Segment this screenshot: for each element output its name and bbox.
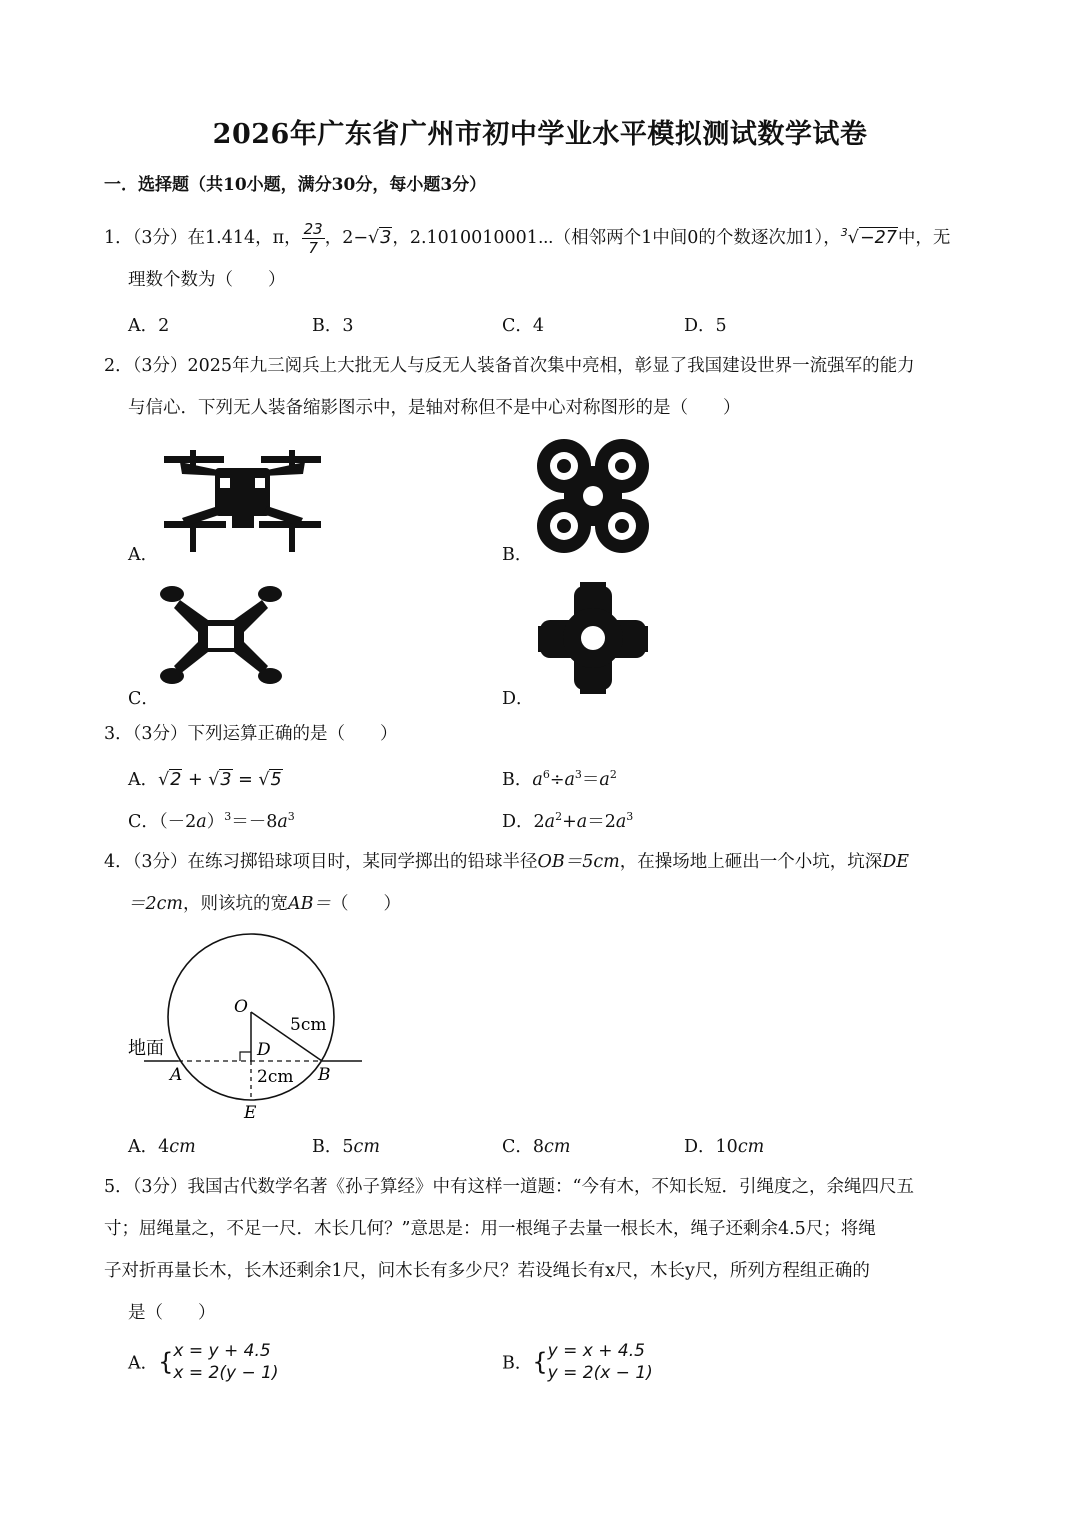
question-score: （3分） [132,356,188,376]
label-a: A [170,1065,183,1085]
q2-option-c-label[interactable]: C． [128,689,159,709]
question-score: （3分） [132,1177,188,1197]
label-5cm: 5cm [290,1015,327,1035]
question-1-line2: 理数个数为（ ） [128,270,286,290]
fraction: $\frac{23}{7}$ [303,220,323,257]
question-score: （3分） [132,228,188,248]
question-2: 2．（3分）2025年九三阅兵上大批无人与反无人装备首次集中亮相，彰显了我国建设世界一流强军的能力 [104,356,915,376]
question-2-line2: 与信心．下列无人装备缩影图示中，是轴对称但不是中心对称图形的是（ ） [128,398,741,418]
question-1: 1．（3分）在1.414，π， $\frac{23}{7}$ ，2−√3，2.1010010001⋯（相邻两个1中间0的个数逐次加1），$^3$√−27中，无 [104,220,951,257]
question-5-line3: 子对折再量长木，长木还剩余1尺，问木长有多少尺？若设绳长有x尺，木长y尺，所列方程组正确的 [104,1261,870,1281]
q3-option-b[interactable]: B．$a^6\div a^3=a^2$ [502,768,617,790]
section-heading: 一．选择题（共10小题，满分30分，每小题3分） [104,175,487,195]
q4-option-a[interactable]: A．4cm [128,1137,196,1157]
question-5-line4: 是（ ） [128,1303,216,1323]
q3-option-d[interactable]: D．$2a^2+a=2a^3$ [502,810,634,832]
q4-option-d[interactable]: D．10cm [684,1137,765,1157]
q1-option-d[interactable]: D．5 [684,316,727,336]
question-number: 5． [104,1177,133,1197]
question-number: 2． [104,356,133,376]
question-score: （3分） [132,724,188,744]
label-ground: 地面 [128,1038,164,1059]
question-number: 3． [104,724,133,744]
q1-option-c[interactable]: C．4 [502,316,545,336]
drone-a-image[interactable] [160,448,325,556]
shot-put-diagram [126,922,368,1124]
question-number: 1． [104,228,133,248]
question-5-line2: 寸；屈绳量之，不足一尺．木长几何？”意思是：用一根绳子去量一根长木，绳子还剩余4.5尺；将绳 [104,1219,876,1239]
q2-option-a-label[interactable]: A． [128,545,159,565]
page-title: 2026年广东省广州市初中学业水平模拟测试数学试卷 [212,119,868,150]
q3-option-a[interactable]: A．√2 + √3 = √5 [128,770,282,790]
q3-option-c[interactable]: C．$(-2a)^3=-8a^3$ [128,810,295,832]
q4-option-b[interactable]: B．5cm [312,1137,380,1157]
right-angle-mark [240,1052,251,1061]
question-number: 4． [104,852,133,872]
drone-c-image[interactable] [160,580,282,690]
question-4-line2: ＝2cm，则该坑的宽AB＝（ ） [128,894,402,914]
q2-option-d-label[interactable]: D． [502,689,534,709]
label-e: E [244,1103,257,1123]
q4-option-c[interactable]: C．8cm [502,1137,571,1157]
square-root: √3 [368,228,392,248]
question-4: 4．（3分）在练习掷铅球项目时，某同学掷出的铅球半径OB＝5cm，在操场地上砸出一个小坑，坑深DE [104,852,910,872]
q2-option-b-label[interactable]: B． [502,545,533,565]
q1-option-a[interactable]: A．2 [128,316,170,336]
question-3: 3．（3分）下列运算正确的是（ ） [104,724,398,744]
label-d: D [257,1040,271,1060]
q1-option-b[interactable]: B．3 [312,316,354,336]
question-score: （3分） [132,852,188,872]
q5-option-a[interactable]: A．{x = y + 4.5 x = 2(y − 1) [128,1341,279,1383]
label-2cm: 2cm [257,1067,294,1087]
label-b: B [318,1065,331,1085]
cube-root: $^3$√−27 [840,226,897,248]
drone-b-image[interactable] [536,438,650,554]
q5-option-b[interactable]: B．{y = x + 4.5 y = 2(x − 1) [502,1341,653,1383]
label-o: O [234,997,248,1017]
drone-d-image[interactable] [538,582,648,694]
question-5: 5．（3分）我国古代数学名著《孙子算经》中有这样一道题：“今有木，不知长短．引绳度之，余绳四尺五 [104,1177,914,1197]
